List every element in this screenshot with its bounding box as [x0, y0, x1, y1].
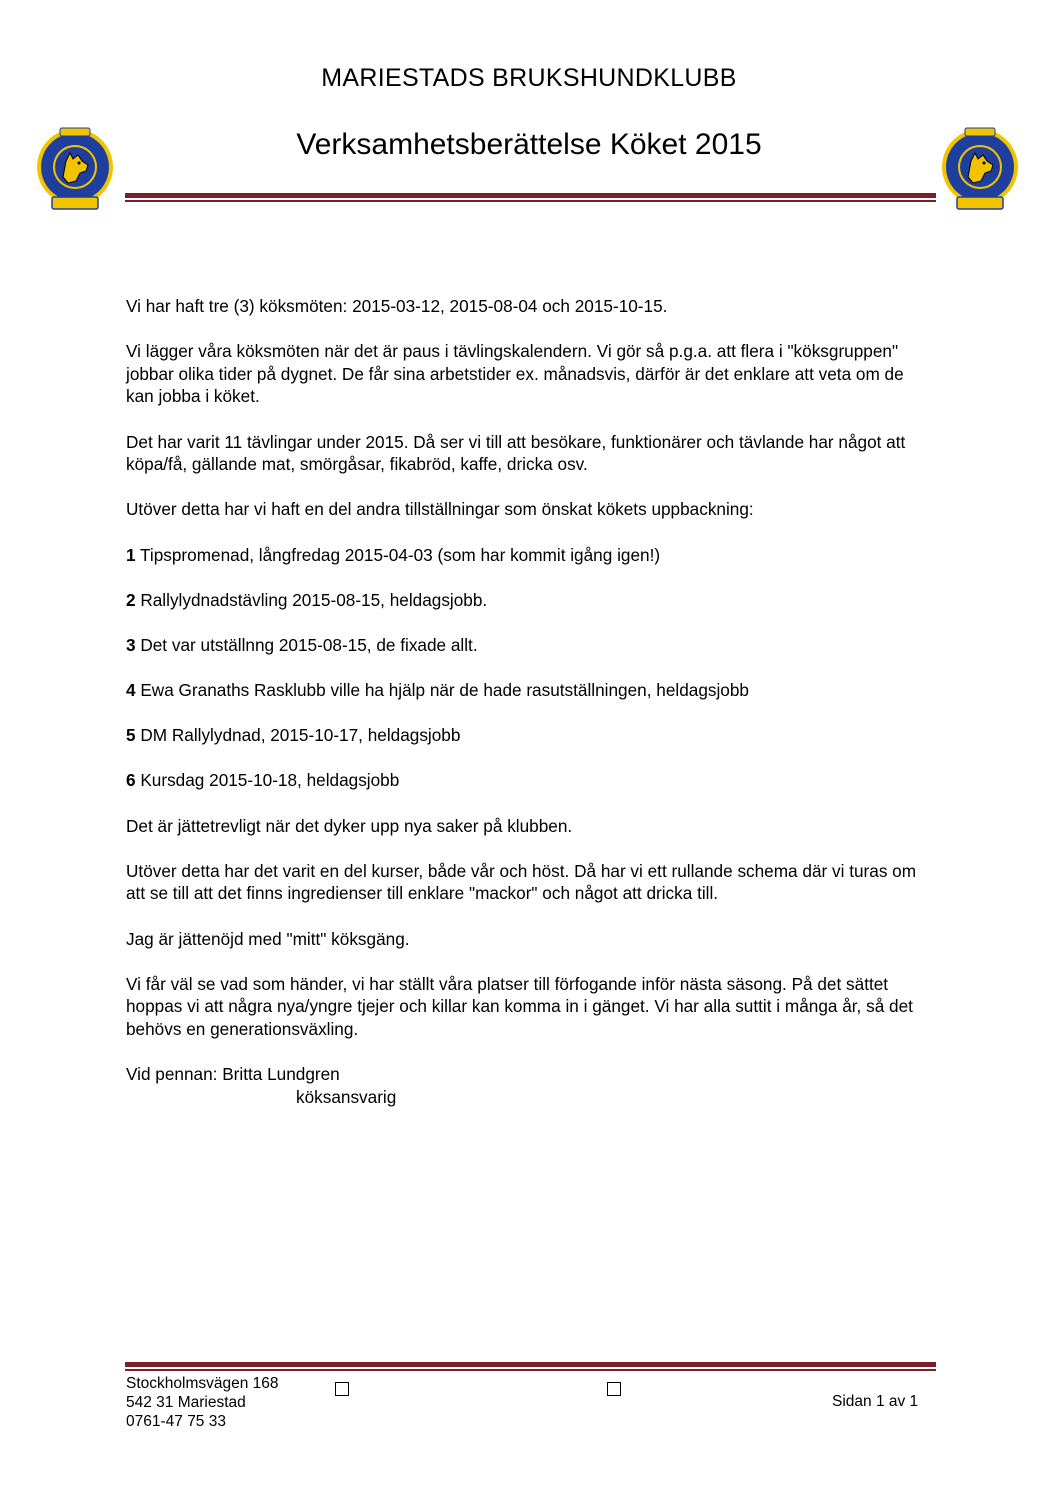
- report-body: [126, 295, 936, 1108]
- footer-address: [126, 1374, 279, 1431]
- address-city: 542 31 Mariestad: [126, 1394, 246, 1411]
- paragraph-satisfied: Jag är jättenöjd med "mitt" köksgäng.: [126, 928, 410, 949]
- signature-role: köksansvarig: [296, 1086, 397, 1107]
- signature: Vid pennan: Britta Lundgren: [126, 1064, 340, 1085]
- paragraph-future: Vi får väl se vad som händer, vi har ställt våra platser till förfogande inför nästa säsong. På det sättet hoppas vi att några nya/yngre tjejer och killar kan komma in i gänget. Vi har alla suttit i många år, så det behövs en generationsväxling.: [126, 973, 913, 1039]
- paragraph-courses: Utöver detta har det varit en del kurser, både vår och höst. Då har vi ett rullande schema där vi turas om att se till att det finns ingredienser till enklare "mackor" och något att dricka till.: [126, 860, 917, 904]
- empty-box-icon: [335, 1382, 349, 1396]
- organization-name: MARIESTADS BRUKSHUNDKLUBB: [321, 64, 737, 92]
- empty-box-icon: [607, 1382, 621, 1396]
- document-title: Verksamhetsberättelse Köket 2015: [296, 128, 762, 161]
- list-item: 3 Det var utställnng 2015-08-15, de fixade allt.: [126, 634, 478, 655]
- paragraph-other-events: Utöver detta har vi haft en del andra tillställningar som önskat kökets uppbackning:: [126, 499, 754, 520]
- list-item: 1 Tipspromenad, långfredag 2015-04-03 (som har kommit igång igen!): [126, 544, 661, 565]
- paragraph-schedule: Vi lägger våra köksmöten när det är paus i tävlingskalendern. Vi gör så p.g.a. att flera i "köksgruppen" jobbar olika tider på dygnet. De får sina arbetstider ex. månadsvis, därför är det enklare att veta om de kan jobba i köket.: [126, 341, 904, 407]
- list-item: 2 Rallylydnadstävling 2015-08-15, heldagsjobb.: [126, 589, 488, 610]
- list-item: 6 Kursdag 2015-10-18, heldagsjobb: [126, 770, 400, 791]
- phone-number: 0761-47 75 33: [126, 1413, 226, 1430]
- header-divider: [125, 193, 936, 202]
- paragraph-meetings: Vi har haft tre (3) köksmöten: 2015-03-12, 2015-08-04 och 2015-10-15.: [126, 296, 668, 316]
- address-street: Stockholmsvägen 168: [126, 1375, 279, 1392]
- paragraph-competitions: Det har varit 11 tävlingar under 2015. Då ser vi till att besökare, funktionärer och tävlande har något att köpa/få, gällande mat, smörgåsar, fikabröd, kaffe, dricka osv.: [126, 431, 906, 475]
- footer-divider: [125, 1362, 936, 1371]
- page-number: Sidan 1 av 1: [832, 1393, 919, 1410]
- list-item: 4 Ewa Granaths Rasklubb ville ha hjälp när de hade rasutställningen, heldagsjobb: [126, 680, 749, 701]
- list-item: 5 DM Rallylydnad, 2015-10-17, heldagsjobb: [126, 725, 461, 746]
- paragraph-fun: Det är jättetrevligt när det dyker upp nya saker på klubben.: [126, 815, 573, 836]
